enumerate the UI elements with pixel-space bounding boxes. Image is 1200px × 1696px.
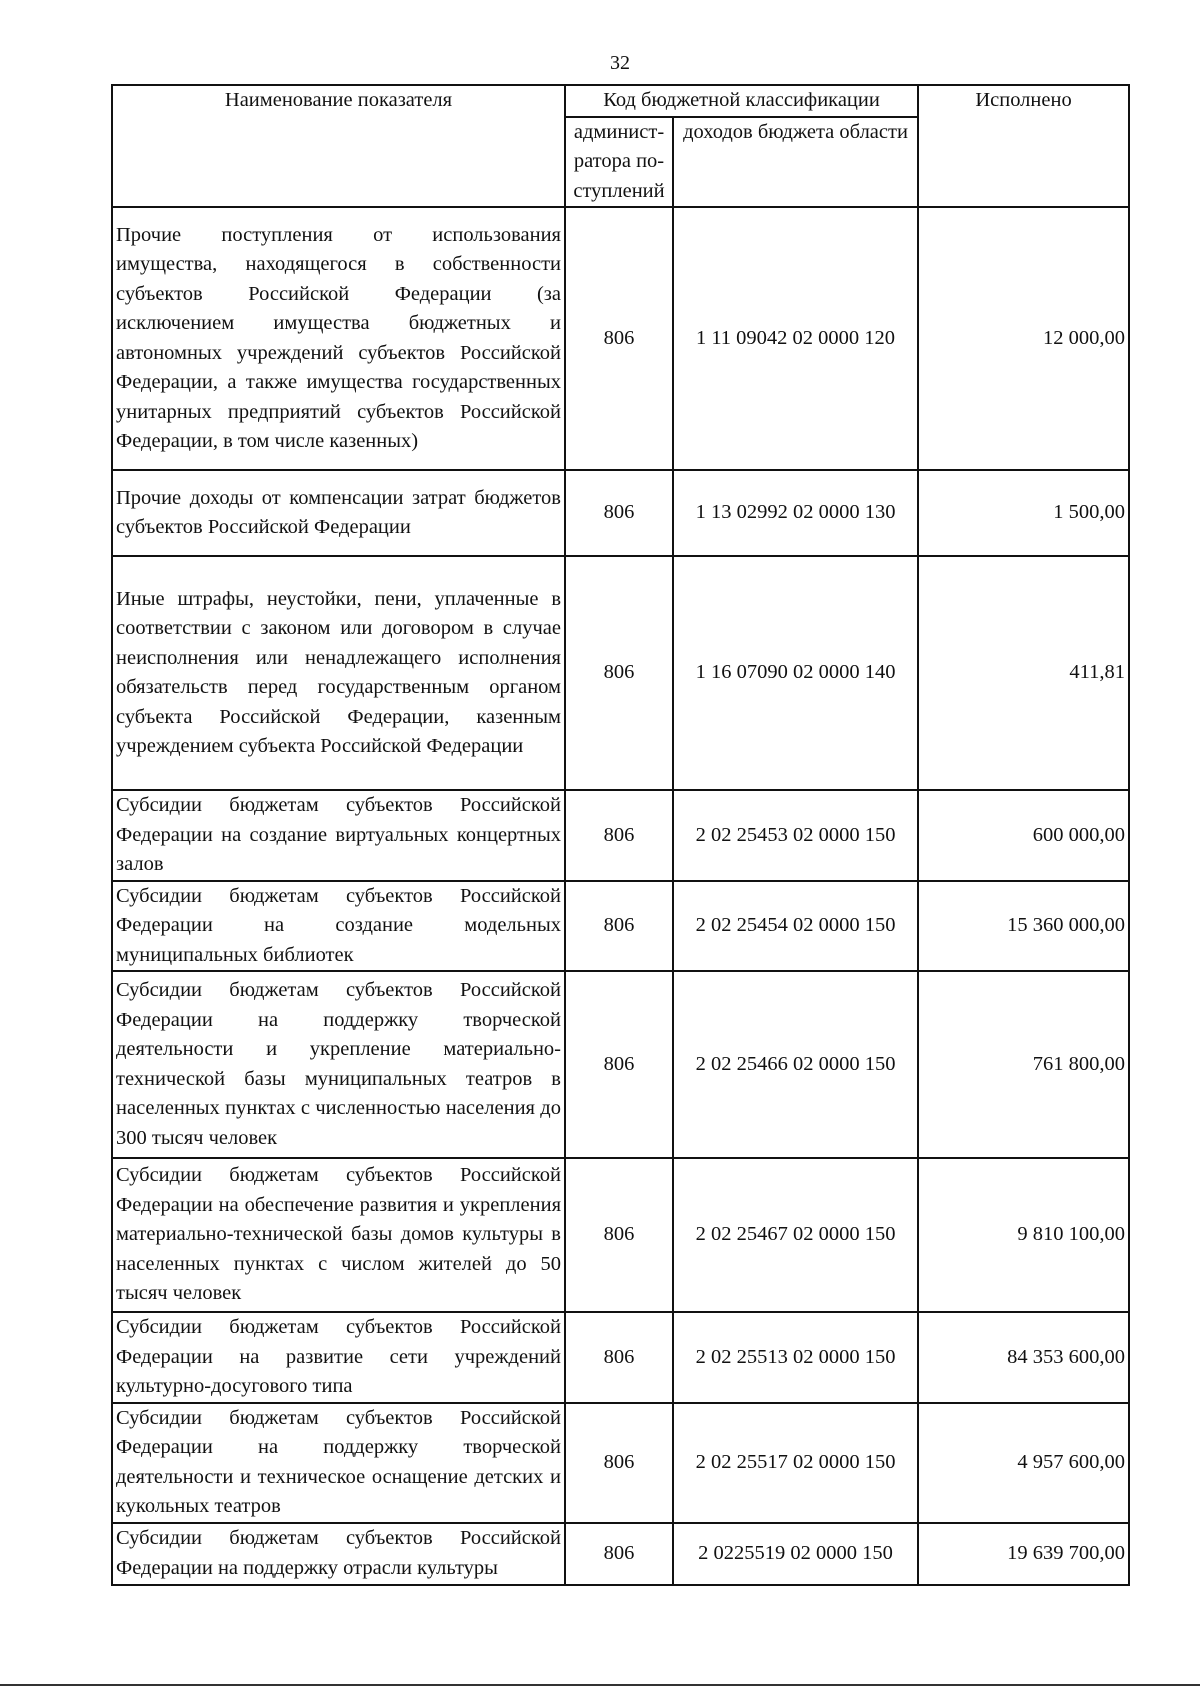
row-amount: 12 000,00 (918, 207, 1129, 470)
row-amount: 4 957 600,00 (918, 1403, 1129, 1523)
row-amount: 9 810 100,00 (918, 1158, 1129, 1312)
table-row (112, 881, 1129, 972)
row-budget-code: 2 0225519 02 0000 150 (673, 1523, 918, 1585)
row-admin-code: 806 (565, 790, 673, 881)
row-admin-code: 806 (565, 1523, 673, 1585)
row-admin-code: 806 (565, 881, 673, 972)
table-row (112, 790, 1129, 881)
header-executed: Исполнено (918, 85, 1129, 207)
row-budget-code: 1 16 07090 02 0000 140 (673, 556, 918, 790)
page-bottom-rule (0, 1684, 1200, 1686)
row-amount: 600 000,00 (918, 790, 1129, 881)
row-amount: 15 360 000,00 (918, 881, 1129, 972)
row-indicator-name: Субсидии бюджетам субъектов Российской Федерации на создание виртуальных концертных залов (112, 790, 565, 881)
row-budget-code: 2 02 25453 02 0000 150 (673, 790, 918, 881)
row-amount: 84 353 600,00 (918, 1312, 1129, 1403)
table-row (112, 1403, 1129, 1523)
row-budget-code: 2 02 25454 02 0000 150 (673, 881, 918, 972)
row-indicator-name: Субсидии бюджетам субъектов Российской Федерации на поддержку творческой деятельности и техническое оснащение детских и кукольных театров (112, 1403, 565, 1523)
header-administrator: админист-ратора по-ступлений (565, 117, 673, 208)
row-admin-code: 806 (565, 470, 673, 556)
row-budget-code: 1 13 02992 02 0000 130 (673, 470, 918, 556)
row-admin-code: 806 (565, 971, 673, 1158)
header-revenue-code: доходов бюджета области (673, 117, 918, 208)
row-admin-code: 806 (565, 1312, 673, 1403)
row-indicator-name: Прочие доходы от компенсации затрат бюджетов субъектов Российской Федерации (112, 470, 565, 556)
budget-revenue-table (111, 84, 1130, 1586)
row-amount: 19 639 700,00 (918, 1523, 1129, 1585)
row-indicator-name: Субсидии бюджетам субъектов Российской Федерации на развитие сети учреждений культурно-досугового типа (112, 1312, 565, 1403)
row-admin-code: 806 (565, 1158, 673, 1312)
row-budget-code: 2 02 25513 02 0000 150 (673, 1312, 918, 1403)
table-row (112, 1523, 1129, 1585)
row-admin-code: 806 (565, 1403, 673, 1523)
table-row (112, 1312, 1129, 1403)
table-row (112, 556, 1129, 790)
table-row (112, 207, 1129, 470)
page-number: 32 (610, 52, 630, 74)
table-row (112, 470, 1129, 556)
row-amount: 411,81 (918, 556, 1129, 790)
row-budget-code: 2 02 25517 02 0000 150 (673, 1403, 918, 1523)
table-row (112, 1158, 1129, 1312)
row-indicator-name: Субсидии бюджетам субъектов Российской Федерации на поддержку отрасли культуры (112, 1523, 565, 1585)
row-admin-code: 806 (565, 556, 673, 790)
row-budget-code: 1 11 09042 02 0000 120 (673, 207, 918, 470)
row-indicator-name: Субсидии бюджетам субъектов Российской Федерации на поддержку творческой деятельности и укрепление материально-технической базы муниципальных театров в населенных пунктах с численностью населения до 300 тысяч человек (112, 971, 565, 1158)
row-indicator-name: Субсидии бюджетам субъектов Российской Федерации на создание модельных муниципальных библиотек (112, 881, 565, 972)
header-classification-code: Код бюджетной классификации (565, 85, 918, 117)
row-amount: 1 500,00 (918, 470, 1129, 556)
row-admin-code: 806 (565, 207, 673, 470)
row-budget-code: 2 02 25467 02 0000 150 (673, 1158, 918, 1312)
header-indicator-name: Наименование показателя (112, 85, 565, 207)
row-amount: 761 800,00 (918, 971, 1129, 1158)
row-indicator-name: Субсидии бюджетам субъектов Российской Федерации на обеспечение развития и укрепления материально-технической базы домов культуры в населенных пунктах с числом жителей до 50 тысяч человек (112, 1158, 565, 1312)
row-indicator-name: Иные штрафы, неустойки, пени, уплаченные в соответствии с законом или договором в случае неисполнения или ненадлежащего исполнения обязательств перед государственным органом субъекта Российской Федерации, казенным учреждением субъекта Российской Федерации (112, 556, 565, 790)
row-budget-code: 2 02 25466 02 0000 150 (673, 971, 918, 1158)
row-indicator-name: Прочие поступления от использования имущества, находящегося в собственности субъектов Российской Федерации (за исключением имущества бюджетных и автономных учреждений субъектов Российской Федерации, а также имущества государственных унитарных предприятий субъектов Российской Федерации, в том числе казенных) (112, 207, 565, 470)
table-row (112, 971, 1129, 1158)
